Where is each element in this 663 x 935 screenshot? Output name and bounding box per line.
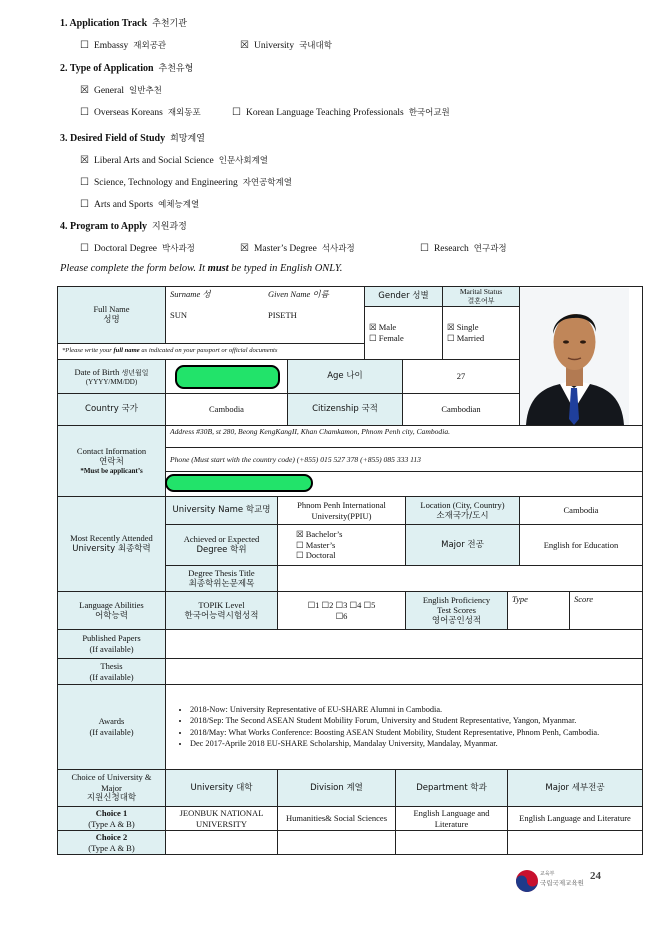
option-masters[interactable]: ☒ Master’s Degree 석사과정: [240, 243, 355, 254]
english-type-field[interactable]: Type: [508, 592, 570, 630]
footer-org-1: 교육부: [540, 871, 555, 877]
name-instruction: *Please write your full name as indicated on your passport or official documents: [58, 344, 365, 360]
choice-1-university[interactable]: JEONBUK NATIONAL UNIVERSITY: [166, 807, 278, 831]
section-3-title: 3. Desired Field of Study 희망계열: [60, 133, 205, 144]
award-item: • 2018-Now: University Representative of EU-SHARE Alumni in Cambodia.: [190, 705, 599, 715]
university-label: Most Recently Attended University 최종학력: [58, 497, 166, 592]
choice-2-department[interactable]: [396, 831, 508, 855]
topik-label: TOPIK Level 한국어능력시험성적: [166, 592, 278, 630]
gender-label: Gender 성별: [365, 287, 443, 307]
topik-levels[interactable]: ☐1 ☐2 ☐3 ☐4 ☐5 ☐6: [278, 592, 406, 630]
country-label: Country 국가: [58, 394, 166, 426]
full-name-label: Full Name 성명: [58, 287, 166, 344]
degree-label: Achieved or Expected Degree 학위: [166, 525, 278, 566]
choice-2-division[interactable]: [278, 831, 396, 855]
option-embassy[interactable]: ☐ Embassy 재외공관: [80, 40, 167, 51]
english-score-label: English Proficiency Test Scores 영어공인성적: [406, 592, 508, 630]
awards-list: [166, 685, 643, 770]
choice-2-university[interactable]: [166, 831, 278, 855]
redacted-dob: [175, 365, 280, 389]
thesis-title-field[interactable]: [278, 566, 643, 592]
choice-1-division[interactable]: Humanities& Social Sciences: [278, 807, 396, 831]
option-overseas-koreans[interactable]: ☐ Overseas Koreans 재외동포: [80, 107, 201, 118]
given-name-field[interactable]: Given Name 이름 PISETH: [264, 287, 365, 344]
degree-options[interactable]: ☒ Bachelor’s ☐ Master’s ☐ Doctoral: [278, 525, 406, 566]
choice-university-header: University 대학: [166, 770, 278, 807]
citizenship-field[interactable]: Cambodian: [403, 394, 520, 426]
choice-major-header: Major 세부전공: [508, 770, 643, 807]
choice-1-label: Choice 1 (Type A & B): [58, 807, 166, 831]
choice-1-major[interactable]: English Language and Literature: [508, 807, 643, 831]
dob-label: Date of Birth 생년월일 (YYYY/MM/DD): [58, 360, 166, 394]
thesis-title-label: Degree Thesis Title 최종학위논문제목: [166, 566, 278, 592]
option-korean-teaching[interactable]: ☐ Korean Language Teaching Professionals 한국어교원: [232, 107, 450, 118]
option-science[interactable]: ☐ Science, Technology and Engineering 자연공학계열: [80, 177, 292, 188]
major-label: Major 전공: [406, 525, 520, 566]
choice-2-label: Choice 2 (Type A & B): [58, 831, 166, 855]
english-score-field[interactable]: Score: [570, 592, 643, 630]
section-2-title: 2. Type of Application 추천유형: [60, 63, 194, 74]
age-field[interactable]: 27: [403, 360, 520, 394]
major-field[interactable]: English for Education: [520, 525, 643, 566]
thesis-field[interactable]: [166, 659, 643, 685]
redacted-email: [165, 474, 313, 492]
choice-department-header: Department 학과: [396, 770, 508, 807]
university-name-field[interactable]: Phnom Penh International University(PPIU): [278, 497, 406, 525]
taegeuk-logo-icon: [514, 868, 540, 894]
awards-label: Awards (If available): [58, 685, 166, 770]
location-field[interactable]: Cambodia: [520, 497, 643, 525]
option-research[interactable]: ☐ Research 연구과정: [420, 243, 507, 254]
thesis-label: Thesis (If available): [58, 659, 166, 685]
section-1-title: 1. Application Track 추천기관: [60, 18, 187, 29]
papers-label: Published Papers (If available): [58, 630, 166, 659]
location-label: Location (City, Country) 소재국가/도시: [406, 497, 520, 525]
marital-options[interactable]: ☒ Single ☐ Married: [443, 307, 520, 360]
applicant-photo: [520, 288, 629, 425]
choice-2-major[interactable]: [508, 831, 643, 855]
person-portrait-icon: [520, 288, 629, 425]
country-field[interactable]: Cambodia: [166, 394, 288, 426]
surname-field[interactable]: Surname 성 SUN: [166, 287, 264, 344]
contact-label: Contact Information 연락처 *Must be applicant’s: [58, 426, 166, 497]
page-number: 24: [590, 870, 601, 882]
age-label: Age 나이: [288, 360, 403, 394]
section-4-title: 4. Program to Apply 지원과정: [60, 221, 187, 232]
gender-options[interactable]: ☒ Male ☐ Female: [365, 307, 443, 360]
choice-1-department[interactable]: English Language and Literature: [396, 807, 508, 831]
choice-label: Choice of University & Major 지원신청대학: [58, 770, 166, 807]
option-university[interactable]: ☒ University 국내대학: [240, 40, 332, 51]
university-name-label: University Name 학교명: [166, 497, 278, 525]
option-general[interactable]: ☒ General 일반추천: [80, 85, 162, 96]
form-instruction: Please complete the form below. It must be typed in English ONLY.: [60, 263, 343, 274]
award-item: • Dec 2017-Aprile 2018 EU-SHARE Scholarship, Mandalay University, Mandalay, Myanmar.: [190, 739, 599, 749]
citizenship-label: Citizenship 국적: [288, 394, 403, 426]
choice-division-header: Division 계열: [278, 770, 396, 807]
address-field[interactable]: Address #30B, st 280, Beong KengKangII, Khan Chamkamon, Phnom Penh city, Cambodia.: [166, 426, 643, 448]
option-liberal-arts[interactable]: ☒ Liberal Arts and Social Science 인문사회계열: [80, 155, 269, 166]
footer-org-2: 국립국제교육원: [540, 879, 584, 887]
papers-field[interactable]: [166, 630, 643, 659]
language-label: Language Abilities 어학능력: [58, 592, 166, 630]
award-item: • 2018/May: What Works Conference: Boosting ASEAN Student Mobility, Student Representative, Phnom Penh, Cambodia.: [190, 728, 599, 738]
phone-field[interactable]: Phone (Must start with the country code) (+855) 015 527 378 (+855) 085 333 113: [166, 448, 643, 472]
marital-status-label: Marital Status 결혼여부: [443, 287, 520, 307]
award-item: • 2018/Sep: The Second ASEAN Student Mobility Forum, University and Student Representative, Yangon, Myanmar.: [190, 716, 599, 726]
option-arts-sports[interactable]: ☐ Arts and Sports 예체능계열: [80, 199, 200, 210]
option-doctoral[interactable]: ☐ Doctoral Degree 박사과정: [80, 243, 195, 254]
